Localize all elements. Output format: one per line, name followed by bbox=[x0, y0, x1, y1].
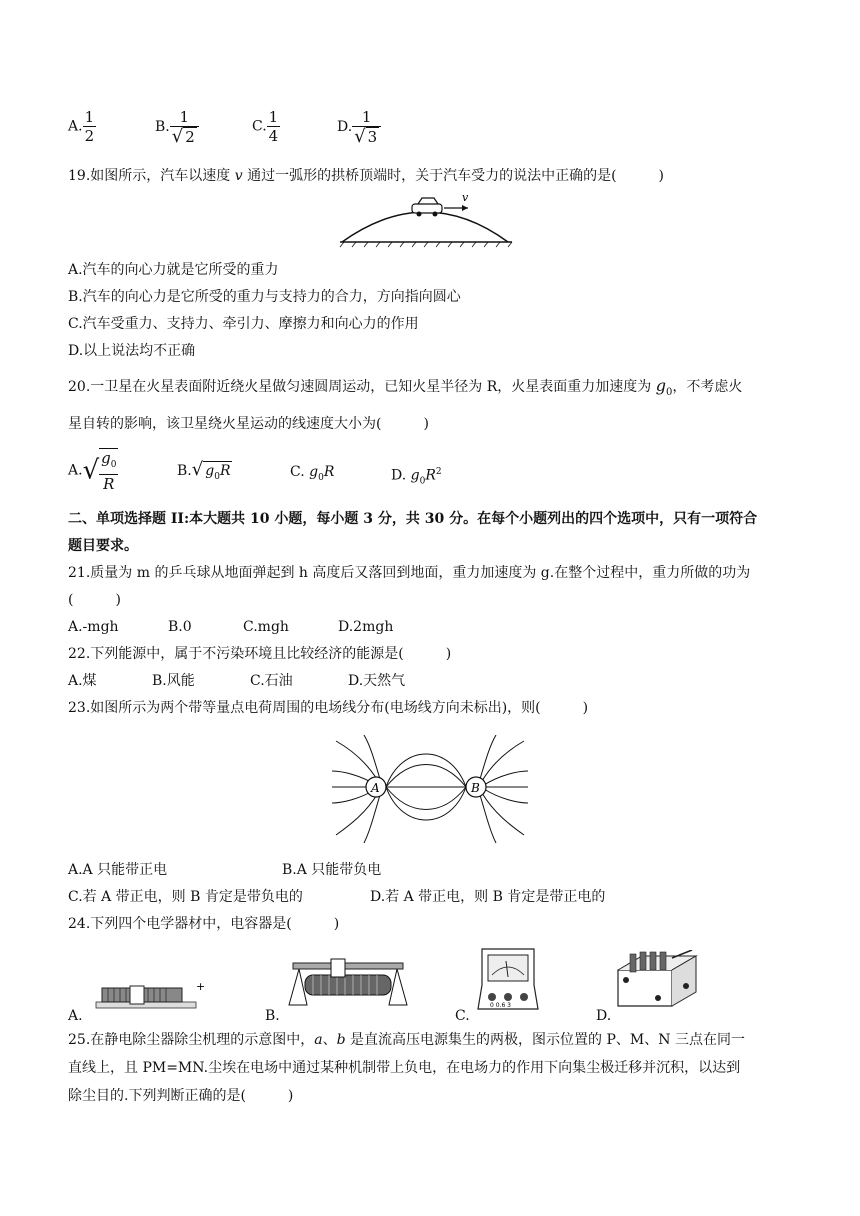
q20-stem-b: ，不考虑火 bbox=[672, 379, 743, 395]
q20-option-d-label: D. bbox=[391, 467, 407, 484]
q25-line1 bbox=[68, 1030, 745, 1050]
q18-option-b-num: 1 bbox=[170, 108, 199, 127]
charge-b-label: B bbox=[471, 781, 480, 795]
q19-option-c: C.汽车受重力、支持力、牵引力、摩擦力和向心力的作用 bbox=[68, 316, 419, 332]
q25-b: b bbox=[336, 1032, 346, 1048]
q25-line1-a: 25.在静电除尘器除尘机理的示意图中， bbox=[68, 1032, 315, 1048]
q24-option-c: C. bbox=[455, 1008, 470, 1024]
q20-d-sup: 2 bbox=[435, 467, 442, 477]
q21-option-d: D.2mgh bbox=[338, 619, 394, 635]
q21-stem: 21.质量为 m 的乒乓球从地面弹起到 h 高度后又落回到地面，重力加速度为 g.在整个过程中，重力所做的功为 bbox=[68, 565, 751, 581]
q20-c-g: g bbox=[309, 464, 319, 480]
q18-option-b-den-value: 2 bbox=[185, 128, 195, 146]
q20-a-g: g bbox=[101, 449, 111, 467]
q19-option-d: D.以上说法均不正确 bbox=[68, 343, 196, 359]
q18-option-b-den: √ 2 bbox=[171, 126, 195, 147]
q20-b-g: g bbox=[205, 463, 215, 479]
q20-stem-a: 20.一卫星在火星表面附近绕火星做匀速圆周运动，已知火星半径为 R，火星表面重力加速度为 bbox=[68, 379, 656, 395]
q20-c-R: R bbox=[323, 464, 335, 480]
q18-option-a-den: 2 bbox=[84, 127, 95, 145]
q18-option-c-label: C. bbox=[252, 118, 267, 135]
meter-device-image bbox=[476, 945, 540, 1013]
q21-option-c: C.mgh bbox=[243, 619, 289, 635]
q23-option-d: D.若 A 带正电，则 B 肯定是带正电的 bbox=[370, 889, 606, 905]
electric-field-lines-figure bbox=[330, 735, 530, 845]
q23-option-b: B.A 只能带负电 bbox=[282, 862, 382, 878]
q22-option-c: C.石油 bbox=[250, 673, 293, 689]
q19-option-a: A.汽车的向心力就是它所受的重力 bbox=[68, 262, 279, 278]
q24-stem: 24.下列四个电学器材中，电容器是( ) bbox=[68, 916, 340, 932]
q22-stem: 22.下列能源中，属于不污染环境且比较经济的能源是( ) bbox=[68, 646, 452, 662]
velocity-label: v bbox=[462, 191, 469, 204]
q20-option-c-label: C. bbox=[290, 464, 305, 480]
q18-option-d-label: D. bbox=[337, 119, 353, 135]
q18-option-c bbox=[252, 108, 280, 145]
q20-d-R: R bbox=[425, 467, 436, 484]
q21-option-b: B.0 bbox=[168, 619, 192, 635]
solenoid-device-image bbox=[92, 970, 212, 1018]
q20-option-b: B.√ $g_0R$ bbox=[177, 460, 232, 486]
q24-option-a: A. bbox=[68, 1008, 83, 1024]
q24-option-b: B. bbox=[265, 1008, 280, 1024]
q20-option-b-label: B. bbox=[177, 463, 192, 479]
q20-option-d bbox=[391, 462, 442, 491]
q23-option-a: A.A 只能带正电 bbox=[68, 862, 168, 878]
q23-stem: 23.如图所示为两个带等量点电荷周围的电场线分布(电场线方向未标出)，则( ) bbox=[68, 700, 589, 716]
q20-b-R: R bbox=[219, 463, 231, 479]
q20-option-a-den bbox=[99, 475, 118, 493]
variable-capacitor-device-image bbox=[612, 950, 702, 1010]
q20-a-R: R bbox=[103, 475, 115, 493]
q18-option-a-label: A. bbox=[68, 118, 83, 135]
q18-option-c-num: 1 bbox=[268, 108, 279, 126]
q18-option-b bbox=[155, 108, 199, 146]
q25-line2: 直线上，且 PM=MN.尘埃在电场中通过某种机制带上负电，在电场力的作用下向集尘极迁移并沉积，以达到 bbox=[68, 1060, 741, 1076]
q20-option-a-label: A. bbox=[68, 462, 83, 479]
q19-var-v: v bbox=[234, 168, 243, 184]
q23-option-c: C.若 A 带正电，则 B 肯定是带负电的 bbox=[68, 889, 303, 905]
q20-option-a-num bbox=[99, 449, 118, 475]
q18-option-c-fraction bbox=[267, 108, 281, 145]
q21-option-a: A.-mgh bbox=[68, 619, 119, 635]
q20-g-sub: 0 bbox=[665, 386, 673, 398]
q22-option-b: B.风能 bbox=[152, 673, 195, 689]
svg-text:+: + bbox=[196, 980, 206, 993]
q20-option-c bbox=[290, 462, 334, 488]
q22-option-a: A.煤 bbox=[68, 673, 97, 689]
q20-option-b-value bbox=[203, 461, 232, 486]
q20-d-g-sub: 0 bbox=[419, 476, 426, 487]
rheostat-device-image bbox=[285, 955, 410, 1013]
q18-option-d-fraction bbox=[352, 108, 381, 146]
q19-option-b: B.汽车的向心力是它所受的重力与支持力的合力，方向指向圆心 bbox=[68, 289, 461, 305]
q20-d-g: g bbox=[410, 467, 420, 484]
q20-g: g bbox=[655, 376, 666, 395]
q25-line3: 除尘目的.下列判断正确的是( ) bbox=[68, 1088, 294, 1104]
q18-option-d bbox=[337, 108, 381, 146]
q18-option-a bbox=[68, 108, 96, 145]
charge-a-label: A bbox=[371, 781, 380, 795]
q18-option-d-den: √ 3 bbox=[354, 126, 378, 147]
q19-stem bbox=[68, 166, 664, 186]
q18-option-c-den: 4 bbox=[268, 127, 279, 145]
q24-option-d: D. bbox=[596, 1008, 612, 1024]
q20-c-g-sub: 0 bbox=[318, 472, 324, 483]
q18-option-d-num: 1 bbox=[352, 108, 381, 127]
q19-stem-b: 通过一弧形的拱桥顶端时，关于汽车受力的说法中正确的是( ) bbox=[242, 168, 665, 184]
section-heading-line1: 二、单项选择题 II:本大题共 10 小题，每小题 3 分，共 30 分。在每个小题列出的四个选项中，只有一项符合 bbox=[68, 511, 758, 527]
q19-stem-a: 19.如图所示，汽车以速度 bbox=[68, 168, 235, 184]
q22-option-d: D.天然气 bbox=[348, 673, 406, 689]
q25-line1-b: 是直流高压电源集生的两极，图示位置的 P、M、N 三点在同一 bbox=[345, 1032, 745, 1048]
q20-option-a-fraction bbox=[99, 448, 118, 493]
q25-a: a bbox=[314, 1032, 323, 1048]
q20-stem-line1 bbox=[68, 376, 742, 403]
q18-option-d-den-value: 3 bbox=[367, 128, 378, 146]
q20-stem-line2: 星自转的影响，该卫星绕火星运动的线速度大小为( ) bbox=[68, 416, 429, 432]
section-heading-line2: 题目要求。 bbox=[68, 538, 138, 554]
q20-option-a: A.√ $\frac{g_0}{R}$ bbox=[68, 449, 117, 493]
arch-bridge-car-figure bbox=[336, 190, 516, 250]
q25-sep: 、 bbox=[322, 1032, 337, 1048]
q18-option-b-label: B. bbox=[155, 119, 170, 135]
q21-paren: ( ) bbox=[68, 592, 121, 608]
q20-a-g-sub: 0 bbox=[110, 460, 117, 470]
q18-option-b-fraction bbox=[170, 108, 199, 146]
q18-option-a-fraction bbox=[83, 108, 97, 145]
meter-scale-label: 0 0.6 3 bbox=[490, 1002, 511, 1009]
q20-b-g-sub: 0 bbox=[214, 471, 220, 482]
q18-option-a-num: 1 bbox=[84, 108, 95, 126]
